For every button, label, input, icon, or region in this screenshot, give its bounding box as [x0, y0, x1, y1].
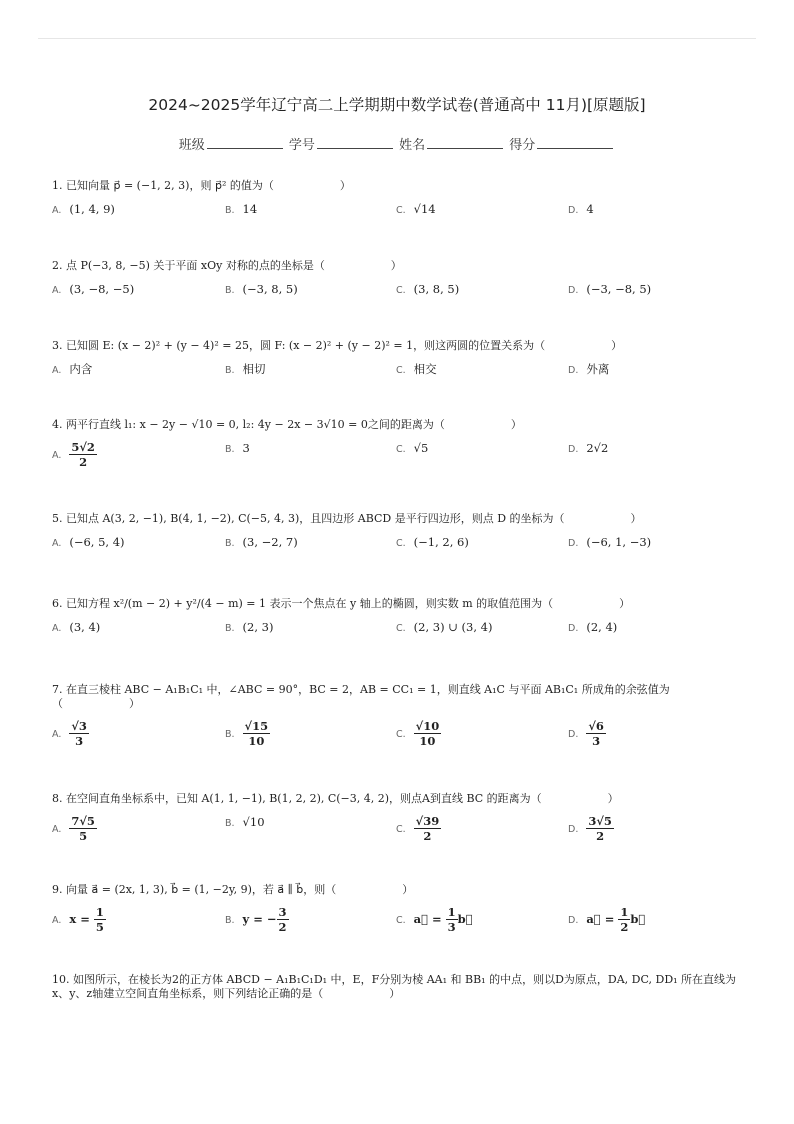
- fraction: $\frac{3}{2}$: [278, 905, 287, 934]
- question-stem: 5. 已知点 A(3, 2, −1), B(4, 1, −2), C(−5, 4, 3)，且四边形 ABCD 是平行四边形，则点 D 的坐标为（ ）: [52, 512, 642, 525]
- fraction: $\frac{√39}{2}$: [415, 814, 440, 843]
- question-stem: 7. 在直三棱柱 ABC − A₁B₁C₁ 中，∠ABC = 90°，BC = 2，AB = CC₁ = 1，则直线 A₁C 与平面 AB₁C₁ 所成角的余弦值为（ ）: [52, 683, 670, 710]
- page-top-rule: [38, 38, 756, 39]
- option-b[interactable]: B. √10: [225, 815, 265, 829]
- option-row: [52, 535, 752, 569]
- score-label: 得分: [509, 138, 536, 153]
- fraction: $\frac{7√5}{5}$: [71, 814, 95, 843]
- question-stem: 4. 两平行直线 l₁: x − 2y − √10 = 0, l₂: 4y − 2x − 3√10 = 0之间的距离为（ ）: [52, 418, 522, 431]
- class-blank[interactable]: [207, 137, 283, 149]
- option-row: [52, 620, 752, 654]
- name-label: 姓名: [399, 138, 426, 153]
- question-stem: 10. 如图所示，在棱长为2的正方体 ABCD − A₁B₁C₁D₁ 中，E，F分别为棱 AA₁ 和 BB₁ 的中点，则以D为原点，DA, DC, DD₁ 所在直线为 x、y、z轴建立空间直角坐标系，则下列结论正确的是（ ）: [52, 973, 737, 1000]
- option-b[interactable]: B. $\frac{√15}{10}$: [225, 719, 269, 748]
- option-b[interactable]: B. y = − $\frac{3}{2}$: [225, 905, 287, 934]
- option-a[interactable]: A. x = $\frac{1}{5}$: [52, 905, 104, 934]
- option-c[interactable]: C. √5: [396, 441, 429, 455]
- option-c[interactable]: C. (3, 8, 5): [396, 282, 460, 296]
- option-b[interactable]: B. (3, −2, 7): [225, 535, 298, 549]
- option-d[interactable]: D. (−6, 1, −3): [568, 535, 652, 549]
- option-c[interactable]: C. a⃗ = $\frac{1}{3}$ b⃗: [396, 905, 473, 934]
- fraction: $\frac{1}{5}$: [95, 905, 104, 934]
- option-row: [52, 282, 752, 316]
- question-6: [52, 597, 752, 654]
- name-blank[interactable]: [427, 137, 503, 149]
- page-title: 2024~2025学年辽宁高二上学期期中数学试卷(普通高中 11月)[原题版]: [148, 96, 646, 114]
- option-b[interactable]: B. 3: [225, 441, 250, 455]
- question-2: [52, 259, 752, 316]
- question-10: [52, 973, 752, 1001]
- student-id-label: 学号: [288, 138, 315, 153]
- score-blank[interactable]: [537, 137, 613, 149]
- option-row: [52, 441, 752, 475]
- student-id-blank[interactable]: [317, 137, 393, 149]
- option-b[interactable]: B. (2, 3): [225, 620, 274, 634]
- fraction: $\frac{5√2}{2}$: [71, 440, 95, 469]
- question-stem: 1. 已知向量 p⃗ = (−1, 2, 3)，则 p⃗² 的值为（ ）: [52, 179, 351, 192]
- option-a[interactable]: A. $\frac{√3}{3}$: [52, 719, 87, 748]
- option-a[interactable]: A. 内含: [52, 362, 93, 376]
- question-stem: 3. 已知圆 E: (x − 2)² + (y − 4)² = 25，圆 F: (x − 2)² + (y − 2)² = 1，则这两圆的位置关系为（ ）: [52, 339, 623, 352]
- option-row: [52, 202, 752, 236]
- question-9: [52, 883, 752, 940]
- option-c[interactable]: C. 相交: [396, 362, 437, 376]
- question-stem: 6. 已知方程 x²/(m − 2) + y²/(4 − m) = 1 表示一个焦点在 y 轴上的椭圆，则实数 m 的取值范围为（ ）: [52, 597, 631, 610]
- option-d[interactable]: D. $\frac{3√5}{2}$: [568, 814, 612, 843]
- fraction: $\frac{√15}{10}$: [244, 719, 269, 748]
- option-a[interactable]: A. (3, −8, −5): [52, 282, 135, 296]
- question-5: [52, 512, 752, 569]
- fraction: $\frac{√10}{10}$: [415, 719, 440, 748]
- fraction: $\frac{1}{3}$: [447, 905, 456, 934]
- fraction: $\frac{√6}{3}$: [588, 719, 604, 748]
- option-b[interactable]: B. 14: [225, 202, 258, 216]
- option-a[interactable]: A. $\frac{5√2}{2}$: [52, 440, 95, 469]
- question-stem: 8. 在空间直角坐标系中，已知 A(1, 1, −1), B(1, 2, 2), C(−3, 4, 2)，则点A到直线 BC 的距离为（ ）: [52, 792, 619, 805]
- option-b[interactable]: B. (−3, 8, 5): [225, 282, 298, 296]
- option-row: [52, 720, 752, 754]
- question-stem: 9. 向量 a⃗ = (2x, 1, 3), b⃗ = (1, −2y, 9)，若 a⃗ ∥ b⃗，则（ ）: [52, 883, 414, 896]
- option-d[interactable]: D. 外离: [568, 362, 610, 376]
- option-d[interactable]: D. (−3, −8, 5): [568, 282, 652, 296]
- question-3: [52, 339, 752, 396]
- option-d[interactable]: D. a⃗ = $\frac{1}{2}$ b⃗: [568, 905, 646, 934]
- fraction: $\frac{1}{2}$: [620, 905, 629, 934]
- option-a[interactable]: A. $\frac{7√5}{5}$: [52, 814, 95, 843]
- option-d[interactable]: D. 2√2: [568, 441, 609, 455]
- option-c[interactable]: C. √14: [396, 202, 436, 216]
- option-c[interactable]: C. (2, 3) ∪ (3, 4): [396, 620, 493, 634]
- question-4: [52, 418, 752, 475]
- option-c[interactable]: C. $\frac{√10}{10}$: [396, 719, 440, 748]
- option-a[interactable]: A. (−6, 5, 4): [52, 535, 125, 549]
- option-a[interactable]: A. (3, 4): [52, 620, 101, 634]
- question-8: [52, 792, 752, 849]
- fraction: $\frac{√3}{3}$: [71, 719, 87, 748]
- option-row: [52, 906, 752, 940]
- student-info-line: [0, 134, 794, 153]
- fraction: $\frac{3√5}{2}$: [588, 814, 612, 843]
- option-row: [52, 362, 752, 396]
- option-d[interactable]: D. (2, 4): [568, 620, 618, 634]
- question-stem: 2. 点 P(−3, 8, −5) 关于平面 xOy 对称的点的坐标是（ ）: [52, 259, 402, 272]
- option-d[interactable]: D. $\frac{√6}{3}$: [568, 719, 604, 748]
- option-c[interactable]: C. $\frac{√39}{2}$: [396, 814, 440, 843]
- option-b[interactable]: B. 相切: [225, 362, 266, 376]
- class-label: 班级: [178, 138, 205, 153]
- question-7: [52, 683, 752, 754]
- question-1: [52, 179, 752, 236]
- option-c[interactable]: C. (−1, 2, 6): [396, 535, 469, 549]
- option-a[interactable]: A. (1, 4, 9): [52, 202, 115, 216]
- option-d[interactable]: D. 4: [568, 202, 594, 216]
- option-row: [52, 815, 752, 849]
